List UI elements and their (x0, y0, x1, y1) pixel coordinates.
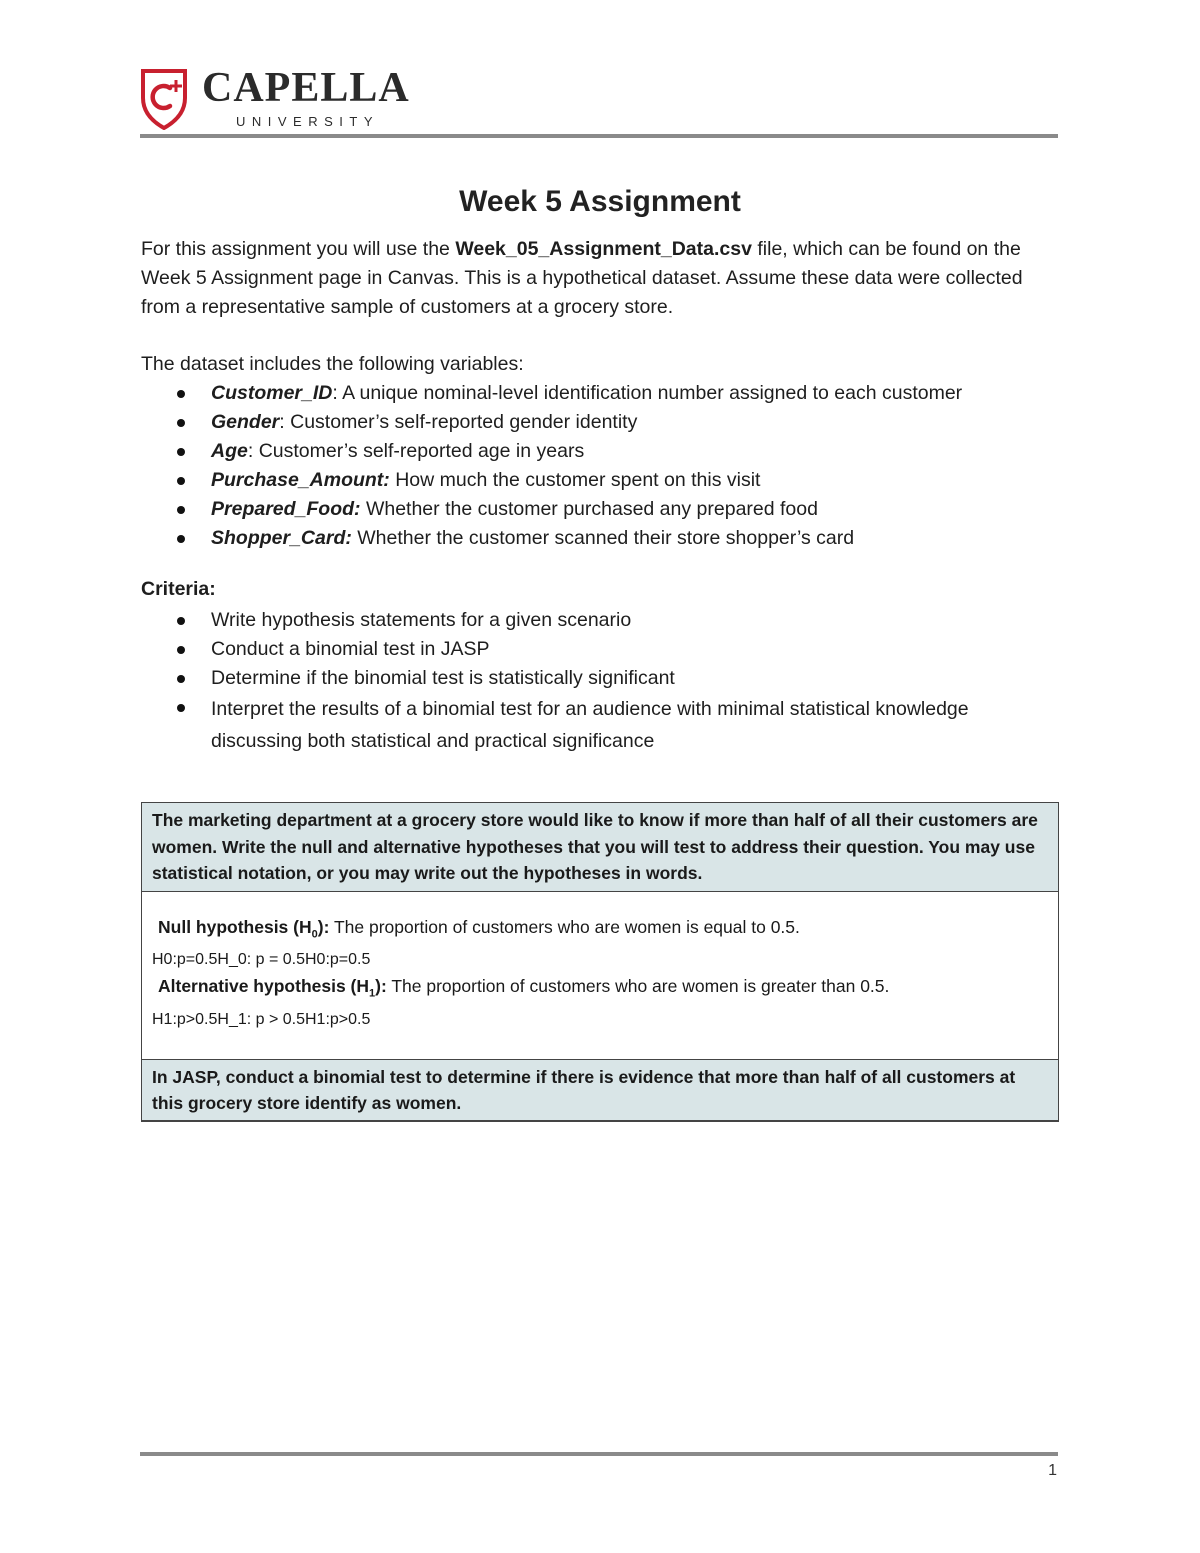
list-item (141, 408, 1061, 437)
separator: : (279, 411, 291, 433)
variables-list (141, 379, 1061, 553)
null-hypothesis (152, 914, 1048, 948)
file-name: Week_05_Assignment_Data.csv (455, 238, 752, 260)
variable-description: Whether the customer scanned their store shopper’s card (357, 527, 855, 549)
alt-label-text: Alternative hypothesis (H (158, 976, 370, 996)
variables-lead: The dataset includes the following variables: (141, 353, 524, 375)
list-item (141, 379, 1061, 408)
variable-description: A unique nominal-level identification number assigned to each customer (342, 382, 963, 404)
variable-name: Purchase_Amount: (211, 469, 390, 491)
list-item (141, 437, 1061, 466)
list-item (141, 495, 1061, 524)
page-number: 1 (1048, 1462, 1057, 1479)
criteria-heading: Criteria: (141, 578, 216, 600)
answer-row[interactable] (142, 892, 1058, 1060)
criteria-list (141, 606, 1061, 757)
list-item: Conduct a binomial test in JASP (141, 635, 1061, 664)
null-text: The proportion of customers who are women is equal to 0.5. (329, 916, 800, 937)
list-item: Interpret the results of a binomial test for an audience with minimal statistical knowledge discussing both statistical and practical significance (141, 693, 1061, 757)
list-item (141, 466, 1061, 495)
alt-label (158, 976, 387, 1000)
intro-paragraph (141, 235, 1061, 322)
alt-text: The proportion of customers who are women is greater than 0.5. (386, 976, 890, 996)
alt-formula: H1:p>0.5H_1: p > 0.5H1:p>0.5 (152, 1010, 371, 1028)
question-row: The marketing department at a grocery store would like to know if more than half of all their customers are women. Write the null and alternative hypotheses that you will test to address their question. You may use statistical notation, or you may write out the hypotheses in words. (142, 803, 1058, 892)
assignment-table (141, 802, 1059, 1122)
variable-description: Customer’s self-reported age in years (258, 440, 585, 462)
alternative-hypothesis (152, 973, 1048, 1007)
variable-name: Customer_ID (211, 382, 333, 404)
null-formula: H0:p=0.5H_0: p = 0.5H0:p=0.5 (152, 951, 371, 968)
variable-description: Whether the customer purchased any prepared food (365, 498, 818, 520)
list-item (141, 524, 1061, 553)
intro-text-start: For this assignment you will use the (141, 238, 456, 260)
page-title: Week 5 Assignment (459, 185, 741, 218)
question-row: In JASP, conduct a binomial test to determine if there is evidence that more than half of all customers at this grocery store identify as women. (142, 1060, 1058, 1122)
variable-name: Gender (211, 411, 280, 433)
header-divider (140, 134, 1058, 138)
variable-description: Customer’s self-reported gender identity (290, 411, 638, 433)
shield-icon (140, 68, 188, 130)
null-label (158, 916, 330, 940)
separator: : (332, 382, 343, 404)
variable-description: How much the customer spent on this visit (395, 469, 761, 491)
alt-label-end: ): (375, 976, 387, 996)
alt-subscript: 1 (369, 987, 376, 1000)
separator: : (247, 440, 259, 462)
null-subscript: 0 (311, 928, 318, 940)
null-label-end: ): (317, 916, 330, 937)
null-label-text: Null hypothesis (H (158, 916, 312, 937)
footer-divider (140, 1452, 1058, 1456)
variable-name: Shopper_Card: (211, 527, 352, 549)
list-item: Determine if the binomial test is statistically significant (141, 664, 1061, 693)
variable-name: Prepared_Food: (211, 498, 361, 520)
logo-subtitle: UNIVERSITY (236, 114, 380, 129)
list-item: Write hypothesis statements for a given scenario (141, 606, 1061, 635)
logo-wordmark: CAPELLA (202, 65, 410, 111)
intro-text-end: file, which can be found on the Week 5 Assignment page in Canvas. This is a hypothetical dataset. Assume these data were collected from a representative sample of customers at a grocery store. (141, 238, 1023, 318)
capella-logo (140, 65, 440, 132)
variable-name: Age (211, 440, 248, 462)
